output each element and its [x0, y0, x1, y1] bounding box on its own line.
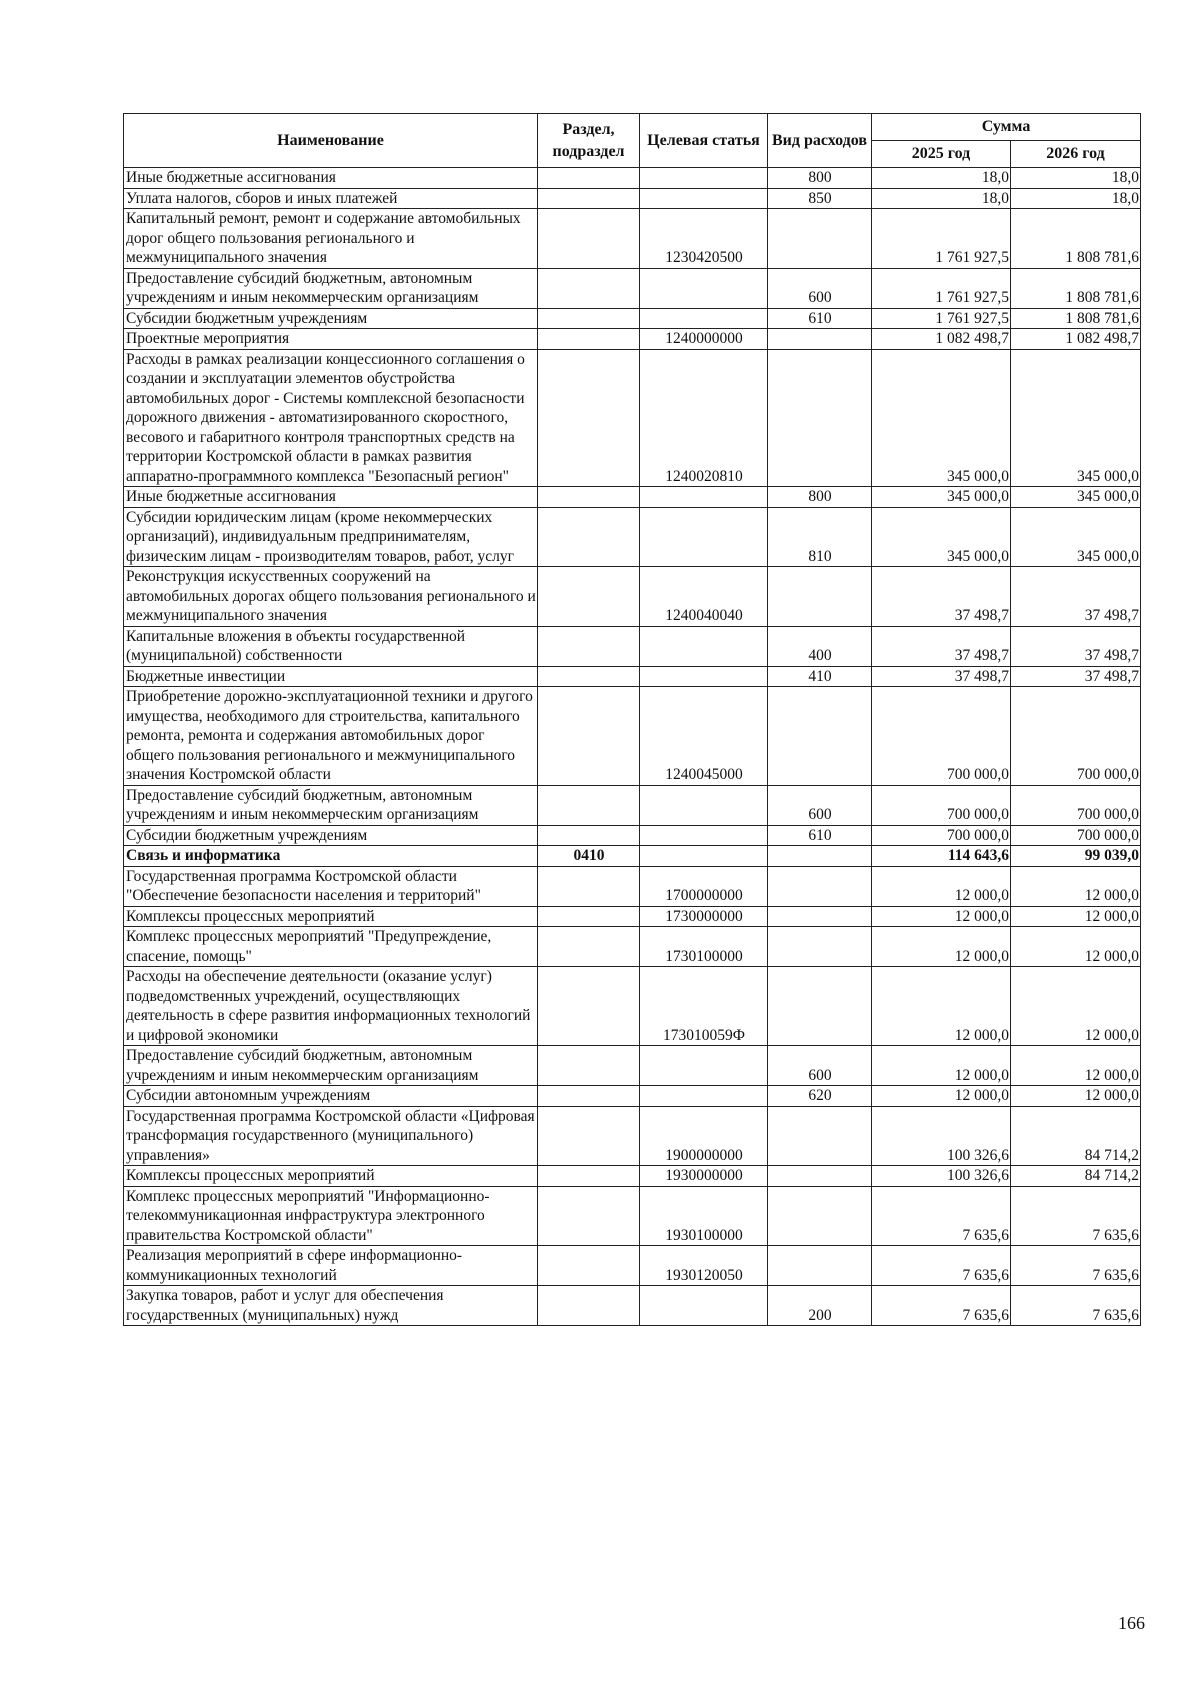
cell-section — [538, 168, 640, 189]
cell-name: Субсидии юридическим лицам (кроме некоммерческих организаций), индивидуальным предпринимателям, физическим лицам - производителям товаров, работ, услуг — [124, 507, 538, 567]
cell-sum-2025: 345 000,0 — [872, 349, 1011, 487]
table-row — [124, 308, 1141, 329]
cell-name: Субсидии бюджетным учреждениям — [124, 825, 538, 846]
cell-kind: 600 — [768, 268, 872, 308]
cell-kind — [768, 866, 872, 906]
table-row — [124, 1166, 1141, 1187]
cell-kind — [768, 967, 872, 1046]
cell-target — [640, 487, 768, 508]
cell-name: Государственная программа Костромской области «Цифровая трансформация государственного (муниципального) управления» — [124, 1106, 538, 1166]
cell-sum-2026: 18,0 — [1011, 168, 1141, 189]
cell-sum-2025: 114 643,6 — [872, 846, 1011, 867]
cell-sum-2025: 12 000,0 — [872, 1046, 1011, 1086]
cell-name: Капитальный ремонт, ремонт и содержание автомобильных дорог общего пользования регионального и межмуниципального значения — [124, 209, 538, 269]
cell-name: Реализация мероприятий в сфере информационно-коммуникационных технологий — [124, 1246, 538, 1286]
cell-sum-2026: 18,0 — [1011, 188, 1141, 209]
cell-section: 0410 — [538, 846, 640, 867]
cell-kind: 200 — [768, 1286, 872, 1326]
cell-kind — [768, 687, 872, 786]
cell-section — [538, 1086, 640, 1107]
cell-section — [538, 209, 640, 269]
cell-sum-2025: 1 082 498,7 — [872, 329, 1011, 350]
cell-sum-2026: 1 808 781,6 — [1011, 268, 1141, 308]
cell-target: 1930100000 — [640, 1186, 768, 1246]
header-section: Раздел, подраздел — [538, 114, 640, 168]
cell-name: Уплата налогов, сборов и иных платежей — [124, 188, 538, 209]
cell-sum-2025: 1 761 927,5 — [872, 209, 1011, 269]
cell-sum-2025: 18,0 — [872, 168, 1011, 189]
table-row — [124, 168, 1141, 189]
cell-section — [538, 825, 640, 846]
cell-sum-2025: 7 635,6 — [872, 1246, 1011, 1286]
cell-name: Бюджетные инвестиции — [124, 666, 538, 687]
table-row — [124, 487, 1141, 508]
cell-sum-2025: 345 000,0 — [872, 487, 1011, 508]
cell-name: Государственная программа Костромской области "Обеспечение безопасности населения и территорий" — [124, 866, 538, 906]
cell-target: 1730000000 — [640, 906, 768, 927]
cell-kind: 800 — [768, 487, 872, 508]
cell-section — [538, 308, 640, 329]
cell-sum-2026: 84 714,2 — [1011, 1166, 1141, 1187]
cell-section — [538, 487, 640, 508]
cell-kind — [768, 1246, 872, 1286]
cell-kind: 620 — [768, 1086, 872, 1107]
cell-section — [538, 1286, 640, 1326]
table-row — [124, 1086, 1141, 1107]
cell-target — [640, 1286, 768, 1326]
cell-section — [538, 268, 640, 308]
cell-kind — [768, 927, 872, 967]
cell-sum-2025: 700 000,0 — [872, 825, 1011, 846]
table-row — [124, 268, 1141, 308]
cell-name: Предоставление субсидий бюджетным, автономным учреждениям и иным некоммерческим организациям — [124, 268, 538, 308]
cell-target: 1230420500 — [640, 209, 768, 269]
cell-target — [640, 825, 768, 846]
cell-target: 1240020810 — [640, 349, 768, 487]
cell-section — [538, 1046, 640, 1086]
cell-sum-2025: 100 326,6 — [872, 1106, 1011, 1166]
cell-target: 1700000000 — [640, 866, 768, 906]
cell-sum-2025: 7 635,6 — [872, 1186, 1011, 1246]
cell-sum-2026: 700 000,0 — [1011, 785, 1141, 825]
table-row — [124, 188, 1141, 209]
table-row — [124, 1186, 1141, 1246]
table-row — [124, 1106, 1141, 1166]
cell-target: 1930120050 — [640, 1246, 768, 1286]
cell-target — [640, 666, 768, 687]
cell-name: Предоставление субсидий бюджетным, автономным учреждениям и иным некоммерческим организациям — [124, 785, 538, 825]
cell-target — [640, 308, 768, 329]
cell-sum-2026: 345 000,0 — [1011, 507, 1141, 567]
cell-target — [640, 626, 768, 666]
cell-sum-2026: 7 635,6 — [1011, 1286, 1141, 1326]
cell-name: Предоставление субсидий бюджетным, автономным учреждениям и иным некоммерческим организациям — [124, 1046, 538, 1086]
cell-section — [538, 785, 640, 825]
cell-name: Капитальные вложения в объекты государственной (муниципальной) собственности — [124, 626, 538, 666]
cell-sum-2026: 12 000,0 — [1011, 1086, 1141, 1107]
cell-sum-2026: 700 000,0 — [1011, 825, 1141, 846]
header-name: Наименование — [124, 114, 538, 168]
cell-kind: 610 — [768, 308, 872, 329]
cell-sum-2025: 1 761 927,5 — [872, 268, 1011, 308]
cell-name: Реконструкция искусственных сооружений на автомобильных дорогах общего пользования регионального и межмуниципального значения — [124, 567, 538, 627]
table-header — [124, 114, 1141, 168]
budget-table — [123, 113, 1141, 1326]
cell-name: Приобретение дорожно-эксплуатационной техники и другого имущества, необходимого для строительства, капитального ремонта, ремонта и содержания автомобильных дорог общего пользования регионального и межмуниципального значения Костромской области — [124, 687, 538, 786]
cell-kind — [768, 209, 872, 269]
cell-sum-2026: 12 000,0 — [1011, 967, 1141, 1046]
cell-section — [538, 906, 640, 927]
table-row — [124, 785, 1141, 825]
cell-kind — [768, 1186, 872, 1246]
cell-target: 1900000000 — [640, 1106, 768, 1166]
cell-name: Комплексы процессных мероприятий — [124, 1166, 538, 1187]
cell-kind: 600 — [768, 785, 872, 825]
cell-sum-2025: 37 498,7 — [872, 567, 1011, 627]
cell-kind — [768, 1106, 872, 1166]
cell-kind: 800 — [768, 168, 872, 189]
table-row — [124, 626, 1141, 666]
cell-sum-2026: 7 635,6 — [1011, 1186, 1141, 1246]
cell-sum-2025: 700 000,0 — [872, 785, 1011, 825]
cell-sum-2025: 18,0 — [872, 188, 1011, 209]
cell-sum-2026: 12 000,0 — [1011, 906, 1141, 927]
cell-target: 1730100000 — [640, 927, 768, 967]
cell-sum-2026: 99 039,0 — [1011, 846, 1141, 867]
table-row — [124, 666, 1141, 687]
cell-kind: 610 — [768, 825, 872, 846]
table-row — [124, 1046, 1141, 1086]
header-sum: Сумма — [872, 114, 1141, 141]
table-row — [124, 687, 1141, 786]
cell-kind — [768, 329, 872, 350]
cell-sum-2026: 345 000,0 — [1011, 349, 1141, 487]
cell-name: Комплекс процессных мероприятий "Предупреждение, спасение, помощь" — [124, 927, 538, 967]
cell-section — [538, 666, 640, 687]
cell-sum-2026: 37 498,7 — [1011, 666, 1141, 687]
table-row — [124, 846, 1141, 867]
cell-section — [538, 567, 640, 627]
cell-kind: 410 — [768, 666, 872, 687]
cell-sum-2025: 12 000,0 — [872, 906, 1011, 927]
cell-target — [640, 188, 768, 209]
table-row — [124, 866, 1141, 906]
table-row — [124, 1286, 1141, 1326]
cell-sum-2026: 1 808 781,6 — [1011, 209, 1141, 269]
cell-kind — [768, 906, 872, 927]
cell-sum-2025: 7 635,6 — [872, 1286, 1011, 1326]
cell-section — [538, 1186, 640, 1246]
cell-section — [538, 687, 640, 786]
cell-name: Расходы на обеспечение деятельности (оказание услуг) подведомственных учреждений, осуществляющих деятельность в сфере развития информационных технологий и цифровой экономики — [124, 967, 538, 1046]
cell-target — [640, 507, 768, 567]
cell-target — [640, 1046, 768, 1086]
cell-sum-2026: 84 714,2 — [1011, 1106, 1141, 1166]
cell-section — [538, 1246, 640, 1286]
cell-section — [538, 349, 640, 487]
table-row — [124, 567, 1141, 627]
cell-sum-2025: 12 000,0 — [872, 1086, 1011, 1107]
cell-sum-2026: 37 498,7 — [1011, 626, 1141, 666]
table-row — [124, 507, 1141, 567]
cell-sum-2025: 700 000,0 — [872, 687, 1011, 786]
cell-sum-2025: 12 000,0 — [872, 866, 1011, 906]
cell-kind — [768, 349, 872, 487]
cell-sum-2026: 12 000,0 — [1011, 1046, 1141, 1086]
cell-sum-2026: 1 808 781,6 — [1011, 308, 1141, 329]
cell-section — [538, 866, 640, 906]
cell-name: Иные бюджетные ассигнования — [124, 168, 538, 189]
cell-section — [538, 967, 640, 1046]
cell-name: Проектные мероприятия — [124, 329, 538, 350]
cell-sum-2026: 12 000,0 — [1011, 866, 1141, 906]
cell-target: 173010059Ф — [640, 967, 768, 1046]
cell-kind: 850 — [768, 188, 872, 209]
cell-target — [640, 168, 768, 189]
cell-target: 1930000000 — [640, 1166, 768, 1187]
header-kind: Вид расходов — [768, 114, 872, 168]
cell-target: 1240040040 — [640, 567, 768, 627]
cell-kind — [768, 567, 872, 627]
table-row — [124, 927, 1141, 967]
cell-section — [538, 927, 640, 967]
cell-target — [640, 1086, 768, 1107]
cell-section — [538, 1106, 640, 1166]
table-row — [124, 967, 1141, 1046]
cell-sum-2025: 1 761 927,5 — [872, 308, 1011, 329]
header-target: Целевая статья — [640, 114, 768, 168]
cell-sum-2025: 12 000,0 — [872, 927, 1011, 967]
table-body — [124, 168, 1141, 1326]
table-row — [124, 906, 1141, 927]
cell-name: Расходы в рамках реализации концессионного соглашения о создании и эксплуатации элементов обустройства автомобильных дорог - Системы комплексной безопасности дорожного движения - автоматизированного скоростного, весового и габаритного контроля транспортных средств на территории Костромской области в рамках развития аппаратно-программного комплекса "Безопасный регион" — [124, 349, 538, 487]
cell-name: Иные бюджетные ассигнования — [124, 487, 538, 508]
cell-name: Комплексы процессных мероприятий — [124, 906, 538, 927]
cell-sum-2025: 37 498,7 — [872, 666, 1011, 687]
cell-sum-2026: 1 082 498,7 — [1011, 329, 1141, 350]
cell-kind: 600 — [768, 1046, 872, 1086]
cell-name: Комплекс процессных мероприятий "Информационно-телекоммуникационная инфраструктура электронного правительства Костромской области" — [124, 1186, 538, 1246]
cell-target — [640, 268, 768, 308]
cell-sum-2026: 345 000,0 — [1011, 487, 1141, 508]
cell-sum-2026: 7 635,6 — [1011, 1246, 1141, 1286]
cell-name: Субсидии бюджетным учреждениям — [124, 308, 538, 329]
cell-sum-2026: 700 000,0 — [1011, 687, 1141, 786]
table-row — [124, 1246, 1141, 1286]
cell-kind: 400 — [768, 626, 872, 666]
cell-sum-2025: 100 326,6 — [872, 1166, 1011, 1187]
table-row — [124, 209, 1141, 269]
cell-sum-2026: 37 498,7 — [1011, 567, 1141, 627]
cell-section — [538, 188, 640, 209]
cell-target: 1240045000 — [640, 687, 768, 786]
cell-name: Закупка товаров, работ и услуг для обеспечения государственных (муниципальных) нужд — [124, 1286, 538, 1326]
cell-target: 1240000000 — [640, 329, 768, 350]
table-row — [124, 349, 1141, 487]
cell-section — [538, 626, 640, 666]
cell-sum-2025: 345 000,0 — [872, 507, 1011, 567]
cell-section — [538, 507, 640, 567]
cell-sum-2025: 37 498,7 — [872, 626, 1011, 666]
cell-kind — [768, 1166, 872, 1187]
cell-sum-2026: 12 000,0 — [1011, 927, 1141, 967]
cell-name: Субсидии автономным учреждениям — [124, 1086, 538, 1107]
table-row — [124, 329, 1141, 350]
header-year-2025: 2025 год — [872, 141, 1011, 168]
cell-sum-2025: 12 000,0 — [872, 967, 1011, 1046]
cell-section — [538, 329, 640, 350]
cell-target — [640, 846, 768, 867]
header-year-2026: 2026 год — [1011, 141, 1141, 168]
cell-section — [538, 1166, 640, 1187]
cell-kind — [768, 846, 872, 867]
cell-kind: 810 — [768, 507, 872, 567]
cell-name: Связь и информатика — [124, 846, 538, 867]
cell-target — [640, 785, 768, 825]
table-row — [124, 825, 1141, 846]
page-number: 166 — [1118, 1613, 1145, 1633]
